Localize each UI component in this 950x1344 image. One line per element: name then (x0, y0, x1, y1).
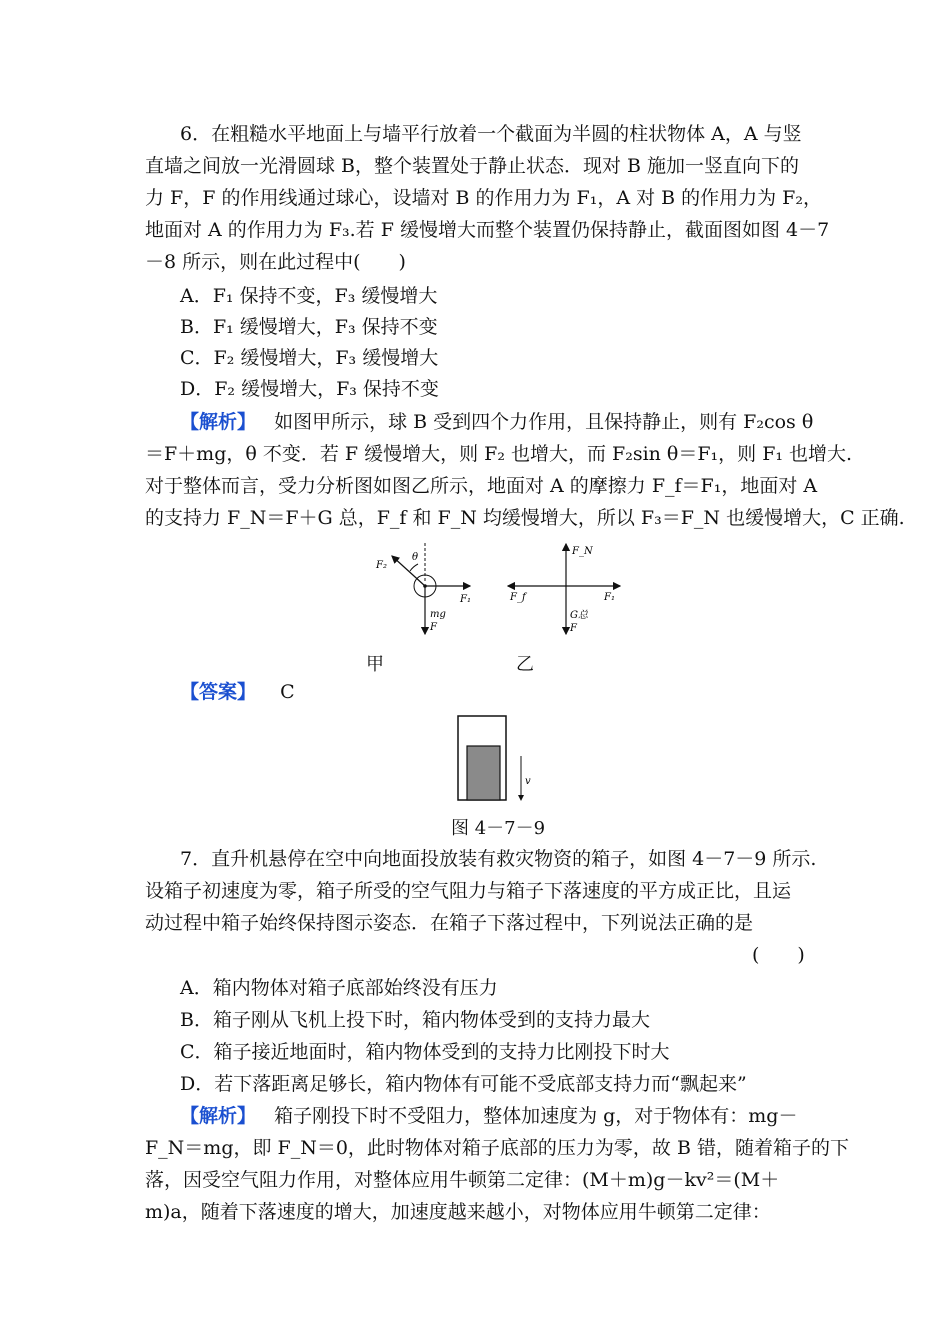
q6-analysis-tag: 【解析】 (180, 411, 257, 433)
label-f1: F₁ (460, 594, 471, 605)
q7-option-c: C．箱子接近地面时，箱内物体受到的支持力比刚投下时大 (180, 1041, 670, 1063)
label-g: G总 (570, 610, 588, 621)
q6-line-5: －8 所示，则在此过程中( ) (145, 251, 406, 273)
q7-analysis-line-2: F_N＝mg，即 F_N＝0，此时物体对箱子底部的压力为零，故 B 错，随着箱子的下 (145, 1137, 849, 1159)
label-f: F (430, 622, 437, 633)
q7-option-b: B．箱子刚从飞机上投下时，箱内物体受到的支持力最大 (180, 1009, 650, 1031)
q6-line-2: 直墙之间放一光滑圆球 B，整个装置处于静止状态．现对 B 施加一竖直向下的 (145, 155, 800, 177)
q7-analysis-text-1: 箱子刚投下时不受阻力，整体加速度为 g，对于物体有：mg－ (274, 1105, 798, 1127)
force-diagram-yi (500, 538, 630, 638)
q6-option-b: B．F₁ 缓慢增大，F₃ 保持不变 (180, 316, 438, 338)
q7-bracket: ( ) (752, 944, 805, 966)
q7-option-d: D．若下落距离足够长，箱内物体有可能不受底部支持力而“飘起来” (180, 1073, 747, 1095)
q6-analysis-line-1 (180, 406, 848, 438)
q7-line-3: 动过程中箱子始终保持图示姿态．在箱子下落过程中，下列说法正确的是 (145, 912, 754, 934)
caption-yi: 乙 (516, 654, 534, 675)
q7-analysis-line-4: m)a，随着下落速度的增大，加速度越来越小，对物体应用牛顿第二定律： (145, 1201, 771, 1223)
q7-line-1: 7．直升机悬停在空中向地面投放装有救灾物资的箱子，如图 4－7－9 所示. (180, 848, 817, 870)
fig-caption-4-7-9: 图 4－7－9 (451, 818, 546, 839)
q6-line-3: 力 F，F 的作用线通过球心，设墙对 B 的作用力为 F₁，A 对 B 的作用力为 F₂， (145, 187, 822, 209)
q7-option-a: A．箱内物体对箱子底部始终没有压力 (180, 977, 498, 999)
label-ff: F_f (510, 592, 526, 603)
label-f1-yi: F₁ (604, 592, 615, 603)
q6-analysis-text-1: 如图甲所示，球 B 受到四个力作用，且保持静止，则有 F₂cos θ (274, 411, 814, 433)
label-theta: θ (412, 552, 419, 563)
q6-line-1: 6．在粗糙水平地面上与墙平行放着一个截面为半圆的柱状物体 A，A 与竖 (180, 123, 802, 145)
q6-option-c: C．F₂ 缓慢增大，F₃ 缓慢增大 (180, 347, 439, 369)
label-mg: mg (430, 609, 446, 620)
label-fn: F_N (572, 546, 593, 557)
f2-arrow (392, 556, 425, 586)
q7-analysis-line-3: 落，因受空气阻力作用，对整体应用牛顿第二定律：(M＋m)g－kv²＝(M＋ (145, 1169, 780, 1191)
theta-arc (410, 564, 418, 571)
q6-option-d: D．F₂ 缓慢增大，F₃ 保持不变 (180, 378, 439, 400)
q6-option-a: A．F₁ 保持不变，F₃ 缓慢增大 (180, 285, 438, 307)
force-diagram-jia (360, 538, 490, 638)
q6-answer-value: C (280, 681, 295, 703)
label-f-yi: F (570, 623, 577, 634)
label-v: v (525, 776, 531, 787)
q7-analysis-line-1 (180, 1100, 848, 1132)
q7-line-2: 设箱子初速度为零，箱子所受的空气阻力与箱子下落速度的平方成正比，且运 (145, 880, 792, 902)
q6-line-4: 地面对 A 的作用力为 F₃.若 F 缓慢增大而整个装置仍保持静止，截面图如图 4－7 (145, 219, 830, 241)
caption-jia: 甲 (366, 654, 384, 675)
q6-answer-line (180, 676, 848, 708)
q6-analysis-line-3: 对于整体而言，受力分析图如图乙所示，地面对 A 的摩擦力 F_f＝F₁，地面对 A (145, 475, 818, 497)
box-diagram (455, 712, 545, 806)
q6-analysis-line-4: 的支持力 F_N＝F＋G 总，F_f 和 F_N 均缓慢增大，所以 F₃＝F_N 也缓慢增大，C 正确. (145, 507, 905, 529)
q6-answer-tag: 【答案】 (180, 681, 257, 703)
label-f2: F₂ (376, 560, 387, 571)
inner-object (467, 746, 500, 800)
q6-analysis-line-2: ＝F＋mg，θ 不变．若 F 缓慢增大，则 F₂ 也增大，而 F₂sin θ＝F₁，则 F₁ 也增大. (145, 443, 853, 465)
q7-analysis-tag: 【解析】 (180, 1105, 257, 1127)
